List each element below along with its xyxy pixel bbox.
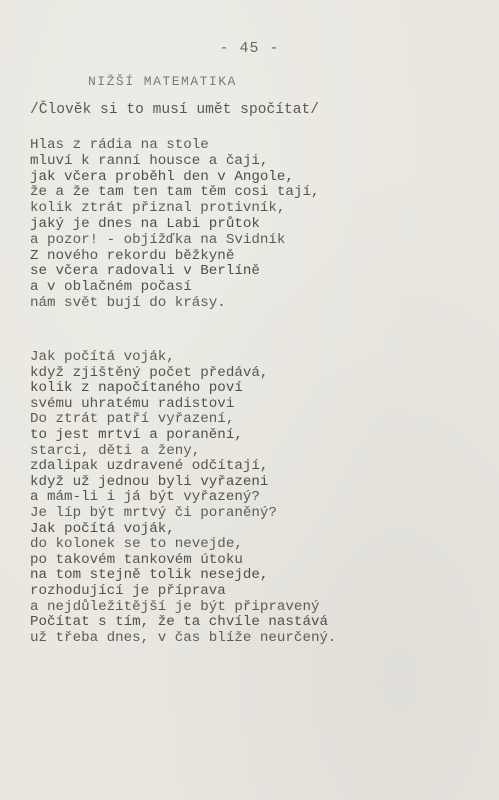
- poem-line: Počítat s tím, že ta chvíle nastává: [30, 614, 328, 631]
- poem-line: už třeba dnes, v čas blíže neurčený.: [30, 629, 337, 646]
- poem-line: že a že tam ten tam těm cosi tají,: [30, 184, 320, 201]
- poem-title: NIŽŠÍ MATEMATIKA: [88, 74, 237, 89]
- poem-line: Hlas z rádia na stole: [30, 137, 209, 153]
- poem-line: Je líp být mrtvý či poraněný?: [30, 504, 277, 521]
- poem-line: když už jednou byli vyřazeni: [30, 473, 269, 490]
- poem-line: Do ztrát patří vyřazení,: [30, 411, 235, 428]
- poem-line: nám svět bují do krásy.: [30, 294, 226, 311]
- poem-line: po takovém tankovém útoku: [30, 551, 243, 568]
- poem-line: na tom stejně tolik nesejde,: [30, 567, 269, 584]
- poem-line: Jak počítá voják,: [30, 520, 175, 537]
- poem-line: když zjištěný počet předává,: [30, 364, 269, 381]
- poem-line: kolik z napočítaného poví: [30, 380, 243, 397]
- poem-line: zdalipak uzdravené odčítají,: [30, 458, 269, 475]
- poem-subtitle: /Člověk si to musí umět spočítat/: [30, 102, 320, 118]
- poem-line: svému uhratému radistovi: [30, 395, 235, 412]
- stanza-2: [30, 350, 337, 646]
- stanza-1: [30, 138, 319, 312]
- page-number: - 45 -: [219, 40, 280, 57]
- poem-line: a pozor! - objížďka na Svidník: [30, 231, 286, 248]
- poem-line: kolik ztrát přiznal protivník,: [30, 200, 286, 217]
- poem-line: do kolonek se to nevejde,: [30, 536, 243, 553]
- poem-line: Z nového rekordu běžkyně: [30, 247, 235, 264]
- poem-line: jaký je dnes na Labi průtok: [30, 215, 260, 232]
- poem-line: se včera radovali v Berlíně: [30, 263, 260, 280]
- poem-line: to jest mrtví a poranění,: [30, 426, 243, 443]
- poem-line: a mám-li i já být vyřazený?: [30, 489, 260, 506]
- poem-line: a nejdůležitější je být připravený: [30, 598, 320, 615]
- poem-line: Jak počítá voják,: [30, 349, 175, 365]
- poem-line: mluví k ranní housce a čaji,: [30, 152, 269, 169]
- poem-line: a v oblačném počasí: [30, 279, 192, 296]
- poem-line: starci, děti a ženy,: [30, 442, 201, 459]
- poem-line: jak včera proběhl den v Angole,: [30, 168, 294, 185]
- poem-line: rozhodující je příprava: [30, 582, 226, 599]
